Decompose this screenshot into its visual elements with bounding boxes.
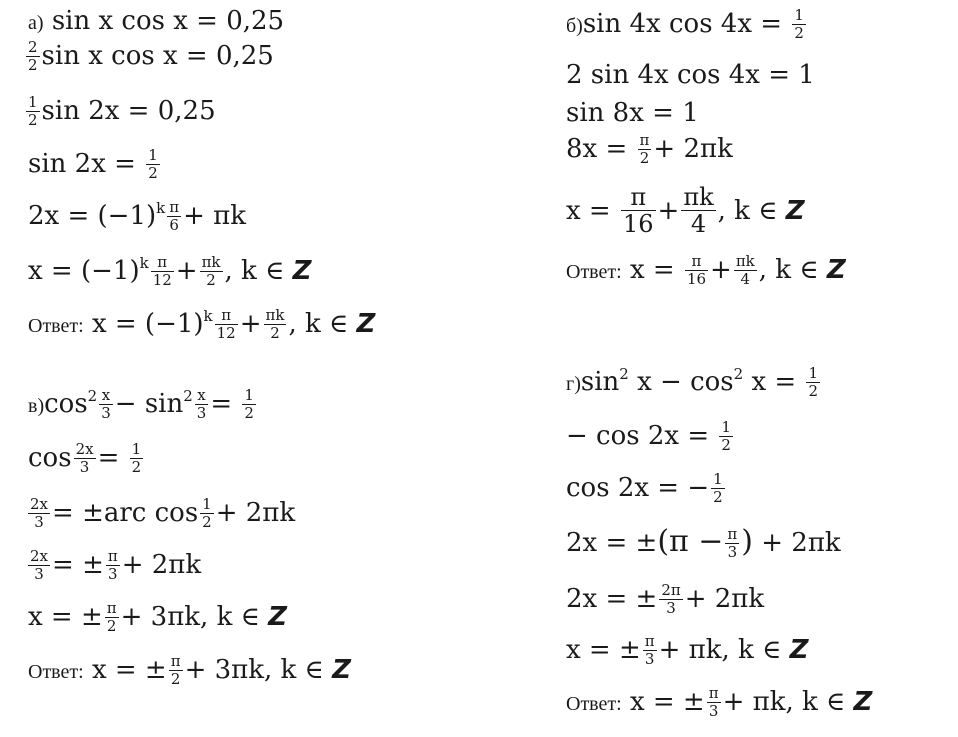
fraction: $\frac{\pi k}{2}$: [265, 306, 285, 342]
fraction: $\frac{\pi}{3}$: [727, 525, 738, 561]
part-a-line-2: [24, 40, 274, 74]
equation-text: 8x =: [566, 134, 628, 164]
fraction: $\frac{\pi}{16}$: [686, 252, 707, 288]
fraction: $\frac{x}{3}$: [101, 386, 111, 422]
fraction: $\frac{\pi}{6}$: [169, 198, 180, 234]
answer-label: Ответ:: [28, 661, 84, 683]
part-b-line-5: x = $\frac{\pi}{16}$ + $\frac{\pi k}{4}$ , k ∈ Z: [566, 183, 805, 239]
exponent: k: [156, 199, 166, 217]
fraction: $\frac{\pi}{2}$: [106, 599, 117, 635]
fraction: $\frac{x}{3}$: [196, 386, 207, 422]
answer-label: Ответ:: [566, 261, 622, 283]
equation-text: sin 8x = 1: [566, 98, 699, 128]
fraction: $\frac{2}{2}$: [28, 38, 38, 74]
fraction: $\frac{2x}{3}$: [30, 547, 49, 583]
fraction: $\frac{\pi}{2}$: [639, 131, 650, 167]
integer-set-symbol: Z: [785, 195, 805, 226]
part-v-answer: Ответ: x = ± $\frac{\pi}{2}$ + 3πk, k ∈ Z: [28, 652, 351, 688]
fraction: $\frac{\pi}{3}$: [107, 547, 118, 583]
equation-text: 2 sin 4x cos 4x = 1: [566, 60, 815, 90]
fraction: $\frac{1}{2}$: [202, 495, 212, 531]
integer-set-symbol: Z: [332, 655, 351, 685]
equation-text: 2x = (−1): [28, 201, 157, 231]
part-a-label: а): [28, 12, 44, 34]
part-b-line-3: [566, 100, 699, 126]
part-v-label: в): [28, 395, 45, 417]
part-b-line-2: [566, 62, 815, 88]
fraction: $\frac{\pi}{3}$: [644, 632, 655, 668]
fraction: $\frac{1}{2}$: [131, 440, 142, 476]
equation-text: + 2πk: [653, 134, 733, 164]
equation-text: sin 4x cos 4x =: [582, 9, 783, 39]
part-g-line-3: cos 2x = − $\frac{1}{2}$: [566, 470, 723, 506]
equation-text: x =: [566, 195, 611, 226]
fraction: $\frac{1}{2}$: [794, 6, 804, 42]
part-a-line-4: [28, 148, 162, 182]
fraction: $\frac{2\pi}{3}$: [661, 581, 681, 617]
fraction: $\frac{1}{2}$: [244, 386, 254, 422]
fraction: $\frac{\pi}{12}$: [216, 306, 236, 342]
equation-text: + πk: [183, 201, 246, 231]
exponent: 2: [87, 387, 98, 405]
fraction: $\frac{\pi}{16}$: [622, 183, 654, 239]
part-g-label: г): [566, 373, 581, 395]
equation-text: x = (−1): [28, 256, 140, 286]
exponent: k: [139, 254, 149, 272]
equation-text: sin 2x =: [28, 149, 136, 179]
answer-label: Ответ:: [28, 315, 84, 337]
part-g-answer: Ответ: x = ± $\frac{\pi}{3}$ + πk, k ∈ Z: [566, 684, 873, 720]
part-a-line-6: $x = (-1)^k$ $\frac{\pi}{12}$ + $\frac{\pi k}{2}$ , k ∈ Z: [28, 253, 312, 289]
part-a-line-3: [24, 95, 216, 129]
fraction: $\frac{1}{2}$: [721, 418, 731, 454]
fraction: $\frac{2x}{3}$: [30, 495, 49, 531]
equation-text: x =: [629, 255, 675, 285]
integer-set-symbol: Z: [853, 687, 873, 717]
part-g-line-1: $г)\sin^2$ $x - \cos^2 x$ = $\frac{1}{2}$: [566, 364, 818, 400]
part-v-line-3: $\frac{2x}{3}$ = ±arc cos $\frac{1}{2}$ + 2πk: [30, 495, 296, 531]
fraction: $\frac{1}{2}$: [28, 93, 38, 129]
part-g-line-2: − cos 2x = $\frac{1}{2}$: [566, 418, 731, 454]
exponent: k: [203, 307, 213, 325]
answer-label: Ответ:: [566, 693, 622, 715]
fraction: $\frac{\pi}{2}$: [170, 652, 181, 688]
exponent: 2: [733, 365, 744, 383]
exponent: 2: [183, 387, 193, 405]
part-g-line-4: 2x = ±(π − $\frac{\pi}{3}$ ) + 2πk: [566, 524, 841, 561]
integer-set-symbol: Z: [789, 635, 809, 665]
part-b-answer: Ответ: x = $\frac{\pi}{16}$ + $\frac{\pi k}{4}$ , k ∈ Z: [566, 252, 846, 288]
part-a-line-1: [28, 8, 284, 34]
fraction: $\frac{\pi k}{4}$: [683, 183, 714, 239]
part-v-line-5: x = ± $\frac{\pi}{2}$ + 3πk, k ∈ Z: [28, 599, 287, 635]
part-v-line-2: cos $\frac{2x}{3}$ = $\frac{1}{2}$: [28, 440, 142, 476]
part-v-line-1: $в)\cos^2$ $\frac{x}{3}$ − $\sin^2$ $\frac{x}{3}$ = $\frac{1}{2}$: [28, 386, 254, 422]
part-g-line-6: x = ± $\frac{\pi}{3}$ + πk, k ∈ Z: [566, 632, 809, 668]
part-g-line-5: 2x = ± $\frac{2\pi}{3}$ + 2πk: [566, 581, 765, 617]
part-b-label: б): [566, 15, 583, 37]
integer-set-symbol: Z: [356, 309, 376, 339]
part-b-line-1: [566, 8, 808, 42]
equation-text: sin x cos x = 0,25: [51, 6, 285, 36]
fraction: $\frac{2x}{3}$: [75, 440, 94, 476]
equation-text: sin 2x = 0,25: [41, 96, 216, 126]
fraction: $\frac{1}{2}$: [148, 146, 158, 182]
fraction: $\frac{1}{2}$: [713, 470, 723, 506]
integer-set-symbol: Z: [268, 602, 287, 632]
equation-text: sin x cos x = 0,25: [41, 41, 274, 71]
part-v-line-4: $\frac{2x}{3}$ = ± $\frac{\pi}{3}$ + 2πk: [30, 547, 202, 583]
fraction: $\frac{\pi k}{2}$: [201, 253, 221, 289]
fraction: $\frac{1}{2}$: [808, 364, 818, 400]
part-a-line-5: [28, 200, 246, 234]
equation-text: x = (−1): [91, 309, 204, 339]
integer-set-symbol: Z: [826, 255, 846, 285]
exponent: 2: [619, 365, 629, 383]
fraction: $\frac{\pi}{12}$: [152, 253, 172, 289]
fraction: $\frac{\pi k}{4}$: [735, 252, 755, 288]
part-a-answer: Ответ: $x = (-1)^k$ $\frac{\pi}{12}$ + $\frac{\pi k}{2}$ , k ∈ Z: [28, 306, 376, 342]
part-b-line-4: [566, 133, 733, 167]
integer-set-symbol: Z: [292, 256, 312, 286]
fraction: $\frac{\pi}{3}$: [708, 684, 719, 720]
